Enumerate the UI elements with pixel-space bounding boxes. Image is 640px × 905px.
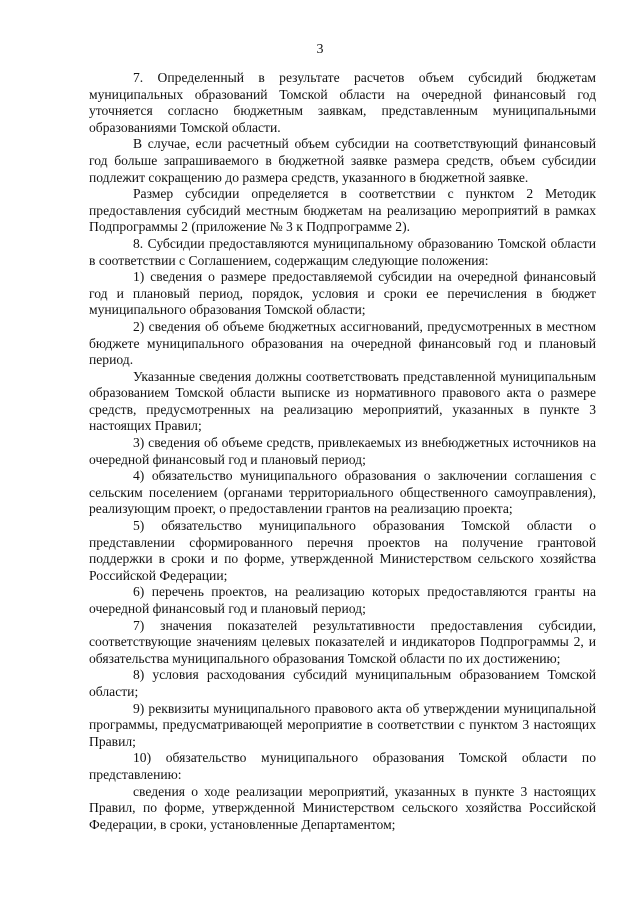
list-item-6: 6) перечень проектов, на реализацию которых предоставляются гранты на очередной финансовый год и плановый период; [89,584,596,616]
list-item-4: 4) обязательство муниципального образования о заключении соглашения с сельским поселением (органами территориального общественного самоуправления), реализующим проект, о предоставлении грантов на реализацию проекта; [89,468,596,517]
list-item-1: 1) сведения о размере предоставляемой субсидии на очередной финансовый год и плановый период, порядок, условия и сроки ее перечисления в бюджет муниципального образования Томской области; [89,269,596,318]
paragraph-specified-info: Указанные сведения должны соответствовать представленной муниципальным образованием Томской области выписке из нормативного правового акта о размере средств, предусмотренных на реализацию мероприятий, указанных в пункте 3 настоящих Правил; [89,368,596,434]
paragraph-progress-report: сведения о ходе реализации мероприятий, указанных в пункте 3 настоящих Правил, по форме, утвержденной Министерством сельского хозяйства Российской Федерации, в сроки, установленные Департаментом; [89,783,596,832]
list-item-3: 3) сведения об объеме средств, привлекаемых из внебюджетных источников на очередной финансовый год и плановый период; [89,435,596,467]
document-body [89,70,596,833]
paragraph-subsidy-size: Размер субсидии определяется в соответствии с пунктом 2 Методик предоставления субсидий местным бюджетам на реализацию мероприятий в рамках Подпрограммы 2 (приложение № 3 к Подпрограмме 2). [89,186,596,235]
list-item-7: 7) значения показателей результативности предоставления субсидии, соответствующие значениям целевых показателей и индикаторов Подпрограммы 2, и обязательства муниципального образования Томской области по их достижению; [89,617,596,666]
list-item-5: 5) обязательство муниципального образования Томской области о представлении сформированного перечня проектов на получение грантовой поддержки в сроки и по форме, утвержденной Министерством сельского хозяйства Российской Федерации; [89,518,596,583]
paragraph-budget-request-reduction: В случае, если расчетный объем субсидии на соответствующий финансовый год больше запрашиваемого в бюджетной заявке размера средств, объем субсидии подлежит сокращению до размера средств, указанного в бюджетной заявке. [89,136,596,185]
page-number: 3 [316,42,324,57]
paragraph-item-8: 8. Субсидии предоставляются муниципальному образованию Томской области в соответствии с Соглашением, содержащим следующие положения: [89,235,596,268]
list-item-2: 2) сведения об объеме бюджетных ассигнований, предусмотренных в местном бюджете муниципального образования на очередной финансовый год и плановый период. [89,318,596,368]
list-item-9: 9) реквизиты муниципального правового акта об утверждении муниципальной программы, предусматривающей мероприятие в соответствии с пунктом 3 настоящих Правил; [89,700,596,749]
list-item-8: 8) условия расходования субсидий муниципальным образованием Томской области; [89,667,596,699]
paragraph-item-7: 7. Определенный в результате расчетов объем субсидий бюджетам муниципальных образований Томской области на очередной финансовый год уточняется согласно бюджетным заявкам, представленным муниципальными образованиями Томской области. [89,70,596,135]
list-item-10: 10) обязательство муниципального образования Томской области по представлению: [89,750,596,782]
